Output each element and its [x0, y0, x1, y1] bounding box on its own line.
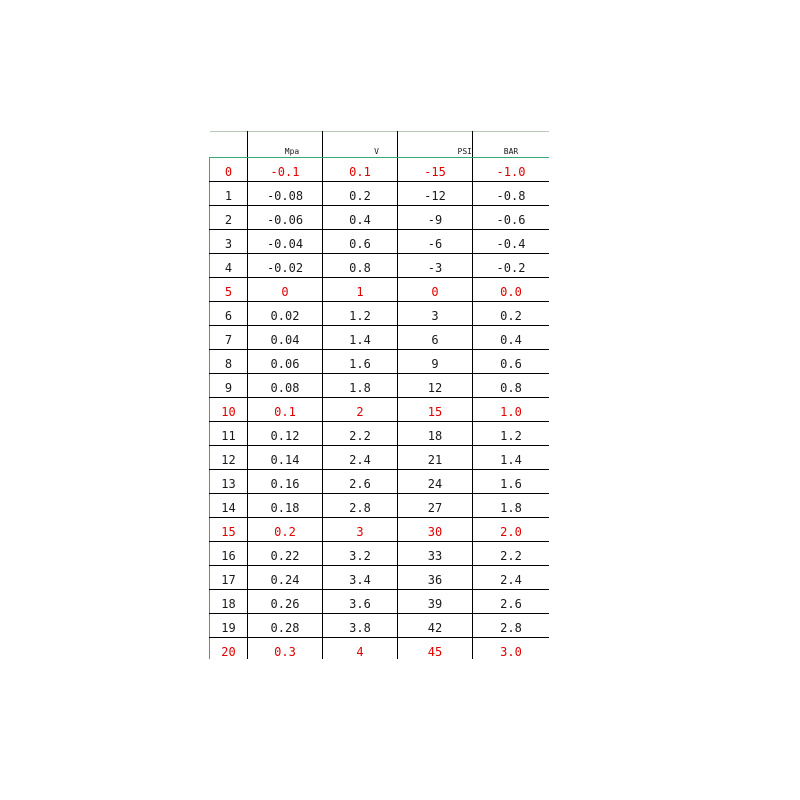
cell-psi[interactable]: -3	[398, 254, 473, 278]
cell-bar[interactable]: 1.2	[473, 422, 550, 446]
cell-psi[interactable]: -12	[398, 182, 473, 206]
cell-v[interactable]: 0.4	[323, 206, 398, 230]
cell-index[interactable]: 1	[210, 182, 248, 206]
cell-psi[interactable]: -15	[398, 158, 473, 182]
table-row	[210, 158, 550, 182]
table-row	[210, 206, 550, 230]
cell-index[interactable]: 11	[210, 422, 248, 446]
cell-v[interactable]: 4	[323, 638, 398, 660]
cell-v[interactable]: 1	[323, 278, 398, 302]
cell-mpa[interactable]: 0.24	[248, 566, 323, 590]
cell-bar[interactable]: 1.6	[473, 470, 550, 494]
cell-mpa[interactable]: 0.28	[248, 614, 323, 638]
cell-index[interactable]: 18	[210, 590, 248, 614]
cell-v[interactable]: 2.8	[323, 494, 398, 518]
cell-mpa[interactable]: 0.12	[248, 422, 323, 446]
table-row	[210, 422, 550, 446]
cell-psi[interactable]: 42	[398, 614, 473, 638]
cell-bar[interactable]: 2.8	[473, 614, 550, 638]
cell-bar[interactable]: 0.6	[473, 350, 550, 374]
cell-index[interactable]: 14	[210, 494, 248, 518]
cell-v[interactable]: 3.8	[323, 614, 398, 638]
cell-v[interactable]: 1.6	[323, 350, 398, 374]
cell-psi[interactable]: 12	[398, 374, 473, 398]
cell-psi[interactable]: 9	[398, 350, 473, 374]
cell-index[interactable]: 7	[210, 326, 248, 350]
table-row	[210, 278, 550, 302]
cell-v[interactable]: 3.2	[323, 542, 398, 566]
cell-psi[interactable]: 36	[398, 566, 473, 590]
cell-bar[interactable]: 1.0	[473, 398, 550, 422]
header-v: V	[323, 132, 398, 158]
cell-v[interactable]: 0.2	[323, 182, 398, 206]
cell-mpa[interactable]: 0	[248, 278, 323, 302]
cell-mpa[interactable]: 0.26	[248, 590, 323, 614]
cell-mpa[interactable]: 0.16	[248, 470, 323, 494]
cell-index[interactable]: 3	[210, 230, 248, 254]
table-row	[210, 590, 550, 614]
cell-v[interactable]: 3.6	[323, 590, 398, 614]
cell-v[interactable]: 3.4	[323, 566, 398, 590]
cell-bar[interactable]: 0.8	[473, 374, 550, 398]
cell-index[interactable]: 13	[210, 470, 248, 494]
cell-bar[interactable]: 2.6	[473, 590, 550, 614]
cell-bar[interactable]: -0.4	[473, 230, 550, 254]
cell-index[interactable]: 4	[210, 254, 248, 278]
cell-psi[interactable]: 15	[398, 398, 473, 422]
cell-psi[interactable]: -9	[398, 206, 473, 230]
cell-index[interactable]: 2	[210, 206, 248, 230]
cell-mpa[interactable]: -0.02	[248, 254, 323, 278]
cell-mpa[interactable]: 0.3	[248, 638, 323, 660]
cell-mpa[interactable]: 0.06	[248, 350, 323, 374]
cell-mpa[interactable]: 0.1	[248, 398, 323, 422]
cell-bar[interactable]: -0.6	[473, 206, 550, 230]
cell-index[interactable]: 9	[210, 374, 248, 398]
cell-bar[interactable]: 1.4	[473, 446, 550, 470]
cell-index[interactable]: 17	[210, 566, 248, 590]
header-row	[210, 132, 550, 158]
cell-bar[interactable]: 0.0	[473, 278, 550, 302]
cell-index[interactable]: 15	[210, 518, 248, 542]
table-row	[210, 182, 550, 206]
cell-bar[interactable]: 0.4	[473, 326, 550, 350]
header-psi: PSI	[398, 132, 473, 158]
cell-bar[interactable]: 2.2	[473, 542, 550, 566]
cell-mpa[interactable]: -0.06	[248, 206, 323, 230]
cell-bar[interactable]: 1.8	[473, 494, 550, 518]
cell-v[interactable]: 0.8	[323, 254, 398, 278]
table-row	[210, 470, 550, 494]
table-row	[210, 542, 550, 566]
cell-mpa[interactable]: 0.18	[248, 494, 323, 518]
table-row	[210, 494, 550, 518]
cell-mpa[interactable]: -0.08	[248, 182, 323, 206]
table-row	[210, 230, 550, 254]
cell-bar[interactable]: -0.2	[473, 254, 550, 278]
cell-v[interactable]: 2.2	[323, 422, 398, 446]
cell-mpa[interactable]: 0.08	[248, 374, 323, 398]
conversion-sheet	[209, 131, 549, 659]
table-row	[210, 254, 550, 278]
cell-mpa[interactable]: 0.04	[248, 326, 323, 350]
cell-mpa[interactable]: 0.2	[248, 518, 323, 542]
cell-psi[interactable]: 3	[398, 302, 473, 326]
table-body	[210, 158, 550, 660]
table-row	[210, 350, 550, 374]
pressure-conversion-table	[209, 131, 549, 659]
table-row	[210, 566, 550, 590]
cell-v[interactable]: 0.1	[323, 158, 398, 182]
cell-v[interactable]: 2.4	[323, 446, 398, 470]
table-row	[210, 398, 550, 422]
cell-psi[interactable]: 39	[398, 590, 473, 614]
cell-psi[interactable]: 27	[398, 494, 473, 518]
cell-v[interactable]: 2.6	[323, 470, 398, 494]
cell-psi[interactable]: 6	[398, 326, 473, 350]
table-row	[210, 614, 550, 638]
cell-index[interactable]: 6	[210, 302, 248, 326]
cell-psi[interactable]: 24	[398, 470, 473, 494]
cell-psi[interactable]: 18	[398, 422, 473, 446]
cell-v[interactable]: 1.8	[323, 374, 398, 398]
header-mpa: Mpa	[248, 132, 323, 158]
table-row	[210, 446, 550, 470]
cell-bar[interactable]: 0.2	[473, 302, 550, 326]
cell-index[interactable]: 8	[210, 350, 248, 374]
cell-v[interactable]: 1.2	[323, 302, 398, 326]
cell-index[interactable]: 12	[210, 446, 248, 470]
cell-v[interactable]: 2	[323, 398, 398, 422]
cell-index[interactable]: 19	[210, 614, 248, 638]
cell-mpa[interactable]: -0.1	[248, 158, 323, 182]
cell-psi[interactable]: 21	[398, 446, 473, 470]
table-row	[210, 638, 550, 660]
table-row	[210, 326, 550, 350]
table-row	[210, 374, 550, 398]
cell-bar[interactable]: -1.0	[473, 158, 550, 182]
cell-psi[interactable]: 0	[398, 278, 473, 302]
table-row	[210, 302, 550, 326]
cell-mpa[interactable]: 0.14	[248, 446, 323, 470]
cell-bar[interactable]: 2.4	[473, 566, 550, 590]
cell-index[interactable]: 20	[210, 638, 248, 660]
cell-psi[interactable]: 30	[398, 518, 473, 542]
cell-index[interactable]: 16	[210, 542, 248, 566]
cell-v[interactable]: 3	[323, 518, 398, 542]
header-index	[210, 132, 248, 158]
header-bar: BAR	[473, 132, 550, 158]
cell-bar[interactable]: 2.0	[473, 518, 550, 542]
cell-index[interactable]: 0	[210, 158, 248, 182]
cell-psi[interactable]: 33	[398, 542, 473, 566]
cell-v[interactable]: 1.4	[323, 326, 398, 350]
cell-mpa[interactable]: 0.22	[248, 542, 323, 566]
cell-mpa[interactable]: -0.04	[248, 230, 323, 254]
cell-v[interactable]: 0.6	[323, 230, 398, 254]
cell-bar[interactable]: -0.8	[473, 182, 550, 206]
cell-psi[interactable]: 45	[398, 638, 473, 660]
cell-bar[interactable]: 3.0	[473, 638, 550, 660]
cell-index[interactable]: 5	[210, 278, 248, 302]
cell-psi[interactable]: -6	[398, 230, 473, 254]
table-row	[210, 518, 550, 542]
cell-mpa[interactable]: 0.02	[248, 302, 323, 326]
cell-index[interactable]: 10	[210, 398, 248, 422]
